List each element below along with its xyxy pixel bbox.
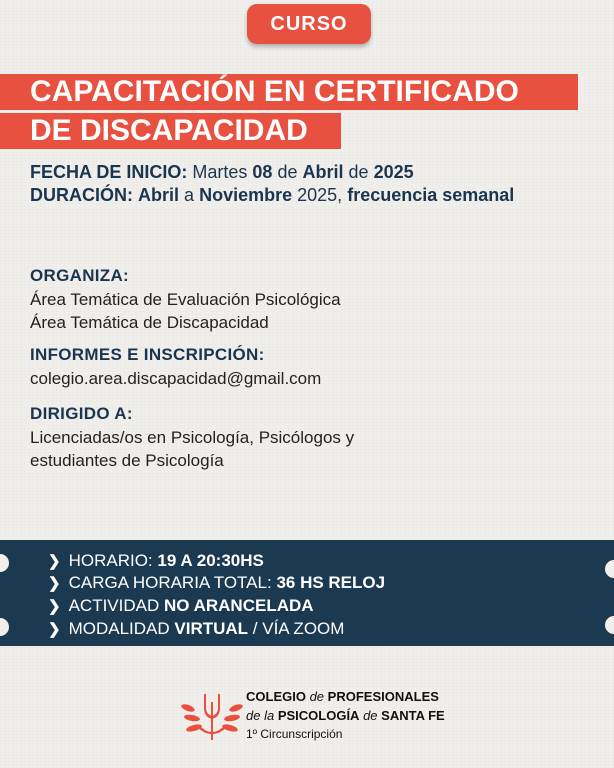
organiza-heading: ORGANIZA: [30, 266, 130, 285]
org-line-2 [246, 708, 445, 723]
start-date-de1: de [277, 162, 298, 182]
horario-label: HORARIO: [68, 551, 153, 570]
title-line-1: CAPACITACIÓN EN CERTIFICADO [0, 74, 578, 110]
carga-row [48, 573, 385, 593]
course-badge: CURSO [247, 4, 371, 44]
duration-label: DURACIÓN: [30, 185, 133, 205]
org-colegio: COLEGIO [246, 689, 306, 704]
horario-row [48, 551, 264, 571]
psi-tree-logo-icon [180, 688, 244, 744]
actividad-value: NO ARANCELADA [164, 596, 314, 615]
organiza-line-1: Área Temática de Evaluación Psicológica [30, 290, 341, 309]
modalidad-row [48, 619, 344, 639]
org-line-1 [246, 689, 439, 704]
ticket-notch [0, 618, 9, 636]
actividad-row [48, 596, 314, 616]
ticket-notch [0, 554, 9, 572]
org-dela: de la [246, 708, 275, 723]
carga-value: 36 HS RELOJ [276, 573, 386, 592]
org-santafe: SANTA FE [381, 708, 445, 723]
start-date-month: Abril [302, 162, 344, 182]
chevron-right-icon: ❯ [48, 553, 61, 570]
modalidad-value: VIRTUAL [174, 619, 249, 638]
org-de: de [309, 689, 325, 704]
org-line-3: 1º Circunscripción [246, 727, 343, 741]
contact-email[interactable]: colegio.area.discapacidad@gmail.com [30, 369, 322, 388]
start-date [30, 161, 414, 183]
duration-a: a [184, 185, 195, 205]
modalidad-rest: / VÍA ZOOM [252, 619, 345, 638]
organiza-line-2: Área Temática de Discapacidad [30, 313, 269, 332]
details-ticket [0, 540, 614, 646]
dirigido-line-1: Licenciadas/os en Psicología, Psicólogos y [30, 428, 355, 447]
informes-heading: INFORMES E INSCRIPCIÓN: [30, 345, 265, 364]
actividad-label: ACTIVIDAD [68, 596, 160, 615]
chevron-right-icon: ❯ [48, 575, 61, 592]
org-profesionales: PROFESIONALES [327, 689, 439, 704]
ticket-notch [605, 560, 614, 578]
carga-label: CARGA HORARIA TOTAL: [68, 573, 272, 592]
duration-year: 2025, [297, 185, 343, 205]
start-date-year: 2025 [373, 162, 414, 182]
title-line-2: DE DISCAPACIDAD [0, 113, 341, 149]
ticket-notch [605, 616, 614, 634]
org-psicologia: PSICOLOGÍA [277, 708, 360, 723]
duration-from: Abril [138, 185, 180, 205]
horario-value: 19 A 20:30HS [157, 551, 264, 570]
start-date-de2: de [348, 162, 369, 182]
duration-frequency: frecuencia semanal [347, 185, 515, 205]
start-date-weekday: Martes [192, 162, 248, 182]
org-de2: de [363, 708, 378, 723]
dirigido-line-2: estudiantes de Psicología [30, 451, 224, 470]
chevron-right-icon: ❯ [48, 598, 61, 615]
modalidad-label: MODALIDAD [68, 619, 170, 638]
start-date-day: 08 [252, 162, 273, 182]
duration-to: Noviembre [199, 185, 293, 205]
duration [30, 184, 514, 206]
start-date-label: FECHA DE INICIO: [30, 162, 188, 182]
dirigido-heading: DIRIGIDO A: [30, 404, 133, 423]
chevron-right-icon: ❯ [48, 621, 61, 638]
